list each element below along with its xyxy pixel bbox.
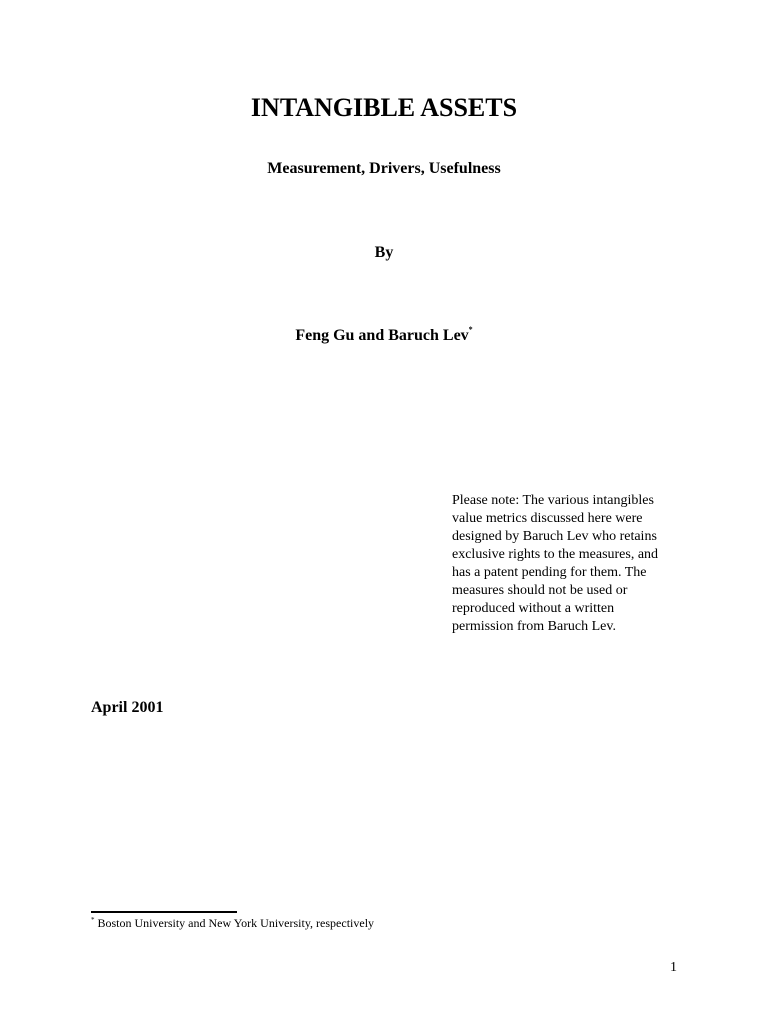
by-line: By (374, 244, 394, 261)
authors-line (0, 327, 768, 345)
document-title: INTANGIBLE ASSETS (250, 93, 518, 122)
note-line: value metrics discussed here were (452, 511, 643, 526)
note-line: measures should not be used or (452, 583, 628, 598)
author-footnote-mark: * (468, 325, 473, 334)
footnote-divider (91, 911, 237, 913)
document-subtitle: Measurement, Drivers, Usefulness (267, 160, 501, 177)
footnote-mark: * (91, 916, 95, 924)
page-number: 1 (670, 960, 677, 975)
footnote-text: Boston University and New York University, respectively (94, 916, 375, 930)
author-names: Feng Gu and Baruch Lev (295, 327, 469, 344)
permission-note (452, 492, 687, 636)
note-line: designed by Baruch Lev who retains (452, 529, 657, 544)
note-line: has a patent pending for them. The (452, 565, 647, 580)
note-line: reproduced without a written (452, 601, 615, 616)
note-line: permission from Baruch Lev. (452, 619, 616, 634)
note-line: Please note: The various intangibles (452, 493, 654, 508)
publication-date: April 2001 (91, 699, 164, 716)
note-line: exclusive rights to the measures, and (452, 547, 659, 562)
footnote (91, 916, 374, 931)
